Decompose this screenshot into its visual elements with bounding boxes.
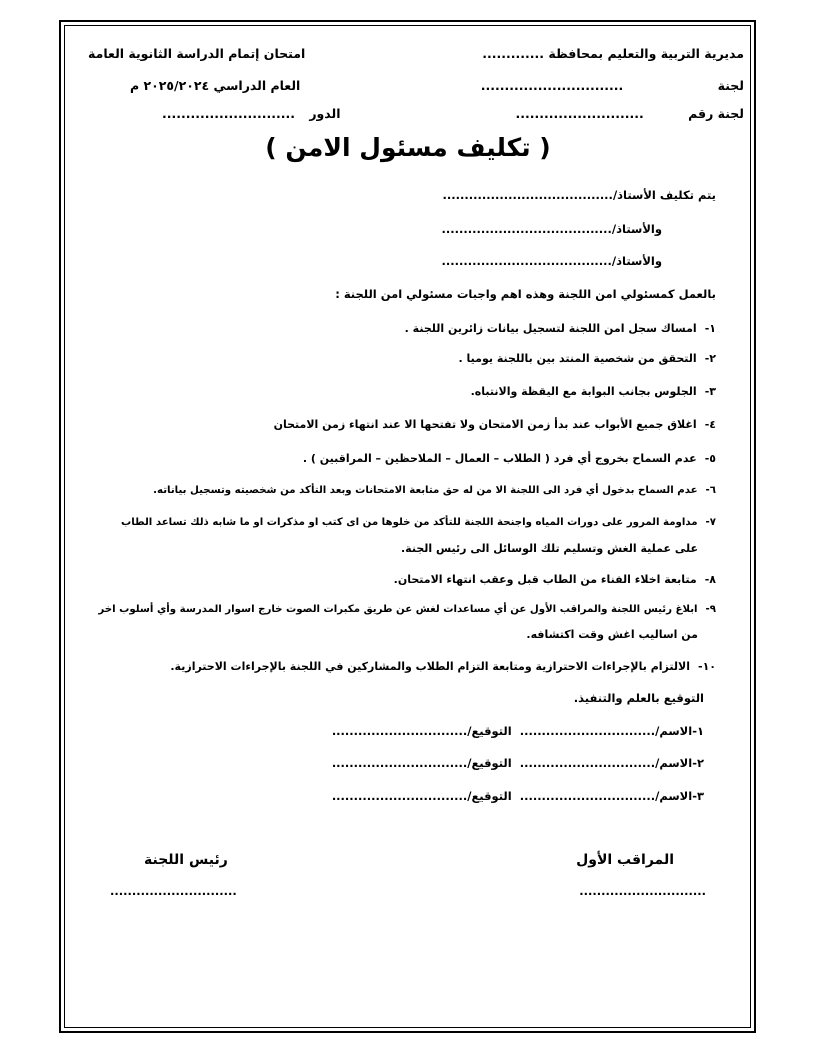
- duty-item: ٢-التحقق من شخصية المنتد بين باللجنة يوميا .: [458, 352, 716, 365]
- duty-item: ٥-عدم السماح بخروج أي فرد ( الطلاب – العمال – الملاحظين – المراقبين ) .: [302, 452, 716, 465]
- directorate-line: مديرية التربية والتعليم بمحافظة .............: [482, 46, 744, 61]
- first-observer-label: المراقب الأول: [576, 852, 674, 868]
- assign-line-1: يتم تكليف الأستاذ/.......................................: [442, 188, 716, 202]
- academic-year: العام الدراسي ٢٠٢٥/٢٠٢٤ م: [130, 78, 301, 93]
- duty-item: ٨-متابعة اخلاء الفناء من الطاب قبل وعقب انتهاء الامتحان.: [393, 573, 716, 586]
- committee-number-line: لجنة رقم ...........................: [515, 106, 744, 121]
- duty-item: ١-امساك سجل امن اللجنة لتسجيل بيانات زائرين اللجنة .: [404, 322, 716, 335]
- duty-item: ٣-الجلوس بجانب البوابة مع اليقظة والانتباه.: [470, 385, 716, 398]
- first-observer-dots: .............................: [579, 884, 706, 898]
- duty-item: ١٠-الالتزام بالإجراءات الاحترازية ومتابعة التزام الطلاب والمشاركين في اللجنة بالإجراءات الاحترازية.: [170, 660, 716, 673]
- duty-item-continuation: على عملية الغش وتسليم تلك الوسائل الى رئيس الجنة.: [401, 542, 698, 555]
- duty-item: ٦-عدم السماح بدخول أي فرد الى اللجنة الا من له حق متابعة الامتحانات وبعد التأكد من شخصيته وتسجيل بياناته.: [153, 485, 716, 496]
- acknowledgement: التوقيع بالعلم والتنفيذ.: [573, 691, 704, 705]
- page-title: ( تكليف مسئول الامن ): [265, 133, 551, 162]
- committee-line: لجنة ..............................: [480, 78, 744, 93]
- duty-item-continuation: من اساليب اغش وقت اكتشافه.: [526, 628, 698, 641]
- duties-intro: بالعمل كمسئولي امن اللجنة وهذه اهم واجبات مسئولي امن اللجنة :: [335, 287, 716, 301]
- assign-line-3: والأستاذ/.......................................: [441, 254, 662, 268]
- duty-item: ٧-مداومة المرور على دورات المياه واجنحة اللجنة للتأكد من خلوها من اى كتب او مذكرات او ما شابه ذلك تساعد الطاب: [120, 517, 716, 528]
- assign-line-2: والأستاذ/.......................................: [441, 222, 662, 236]
- signature-row: ٣-الاسم/............................... التوقيع/...............................: [331, 789, 704, 803]
- signature-row: ١-الاسم/............................... التوقيع/...............................: [331, 724, 704, 738]
- committee-head-label: رئيس اللجنة: [144, 852, 228, 868]
- round-line: الدور ............................: [162, 106, 341, 121]
- exam-title: امتحان إتمام الدراسة الثانوية العامة: [88, 46, 306, 61]
- signature-row: ٢-الاسم/............................... التوقيع/...............................: [331, 756, 704, 770]
- duty-item: ٩-ابلاغ رئيس اللجنة والمراقب الأول عن أي مساعدات لغش عن طريق مكبرات الصوت خارج اسوار المدرسة وأي أسلوب اخر: [98, 604, 716, 615]
- committee-head-dots: .............................: [110, 884, 237, 898]
- duty-item: ٤-اغلاق جميع الأبواب عند بدأ زمن الامتحان ولا تفتحها الا عند انتهاء زمن الامتحان: [273, 418, 716, 431]
